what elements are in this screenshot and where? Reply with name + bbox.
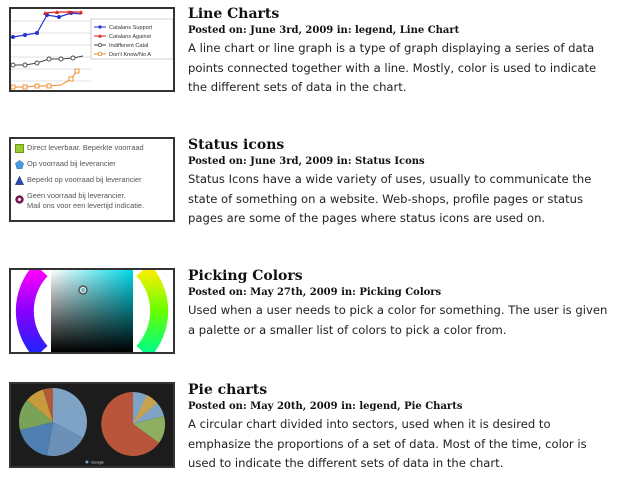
in-label: in: [341,401,356,412]
post-text [188,6,608,98]
purple-circle-icon [15,195,24,204]
blue-triangle-icon [15,176,24,185]
post-date: May 27th, 2009 [250,287,338,298]
post-description: A line chart or line graph is a type of graph displaying a series of data points connected together with a line. Mostly, color is used to indicate the different sets of data in the chart. [188,41,597,94]
color-picker-thumbnail-image [11,270,173,352]
pie-legend-label: Google [91,459,104,465]
post-thumbnail-line-chart[interactable] [9,7,175,92]
posted-on-label: Posted on: [188,25,247,36]
in-label: in: [336,25,352,36]
post-meta: Posted on: May 20th, 2009 in: legend, Pie Charts [188,401,463,412]
tag-link-line-chart[interactable]: Line Chart [399,25,460,36]
in-label: in: [341,287,356,298]
post-description: Used when a user needs to pick a color for something. The user is given a palette or a smaller list of colors to pick a color from. [188,303,608,337]
tag-link-legend[interactable]: legend [359,401,398,412]
status-row [15,143,144,153]
in-label: in: [336,156,352,167]
posted-on-label: Posted on: [188,287,247,298]
post-meta [188,286,608,299]
posted-on-label: Posted on: [188,401,247,412]
green-square-icon [15,144,24,153]
post-date: June 3rd, 2009 [250,156,334,167]
post-description: Status Icons have a wide variety of uses, usually to communicate the state of something on a website. Web-shops, profile pages or status pages are some of the pages where status icons are used on. [188,172,592,225]
status-row-text: Op voorraad bij leverancier [27,159,116,168]
legend-series-3: Indifferent Catal [109,43,149,49]
post-title[interactable]: Picking Colors [188,268,303,284]
post-text [188,137,608,229]
tag-link-pie-charts[interactable]: Pie Charts [404,401,463,412]
post-text [188,382,608,474]
legend-series-2: Catalans Against [109,34,151,40]
post-title[interactable]: Line Charts [188,6,280,22]
post-thumbnail-pie-charts[interactable] [9,382,175,468]
post-text [188,268,608,340]
status-row [15,175,142,185]
status-row-text: Geen voorraad bij leverancier. [27,191,126,200]
post-description: A circular chart divided into sectors, used when it is desired to emphasize the proportions of a set of data. Most of the time, color is used to indicate the different sets of data in the chart. [188,417,587,470]
post-meta: Posted on: June 3rd, 2009 in: legend, Line Chart [188,25,460,36]
legend-series-1: Catalans Support [109,25,153,31]
pie-charts-thumbnail-image [11,384,173,466]
status-row [15,191,144,211]
post-date: June 3rd, 2009 [250,25,334,36]
status-row-text: Mail ons voor een levertijd indicatie. [27,201,145,210]
tag-link-picking-colors[interactable]: Picking Colors [359,287,442,298]
status-row [15,159,116,169]
legend-series-4: Don't Know/No A [109,52,152,58]
tag-link-legend[interactable]: legend [355,25,393,36]
post-date: May 20th, 2009 [250,401,338,412]
status-row-text: Direct leverbaar. Beperkte voorraad [27,143,144,152]
status-row-text: Beperkt op voorraad bij leverancier [27,175,142,184]
post-title[interactable]: Pie charts [188,382,268,398]
post-thumbnail-status-icons[interactable] [9,137,175,222]
post-meta [188,155,608,168]
blue-pentagon-icon [15,160,24,169]
line-chart-thumbnail-image [11,9,173,90]
post-title[interactable]: Status icons [188,137,285,153]
post-thumbnail-color-picker[interactable] [9,268,175,354]
tag-link-status-icons[interactable]: Status Icons [355,156,425,167]
posted-on-label: Posted on: [188,156,247,167]
